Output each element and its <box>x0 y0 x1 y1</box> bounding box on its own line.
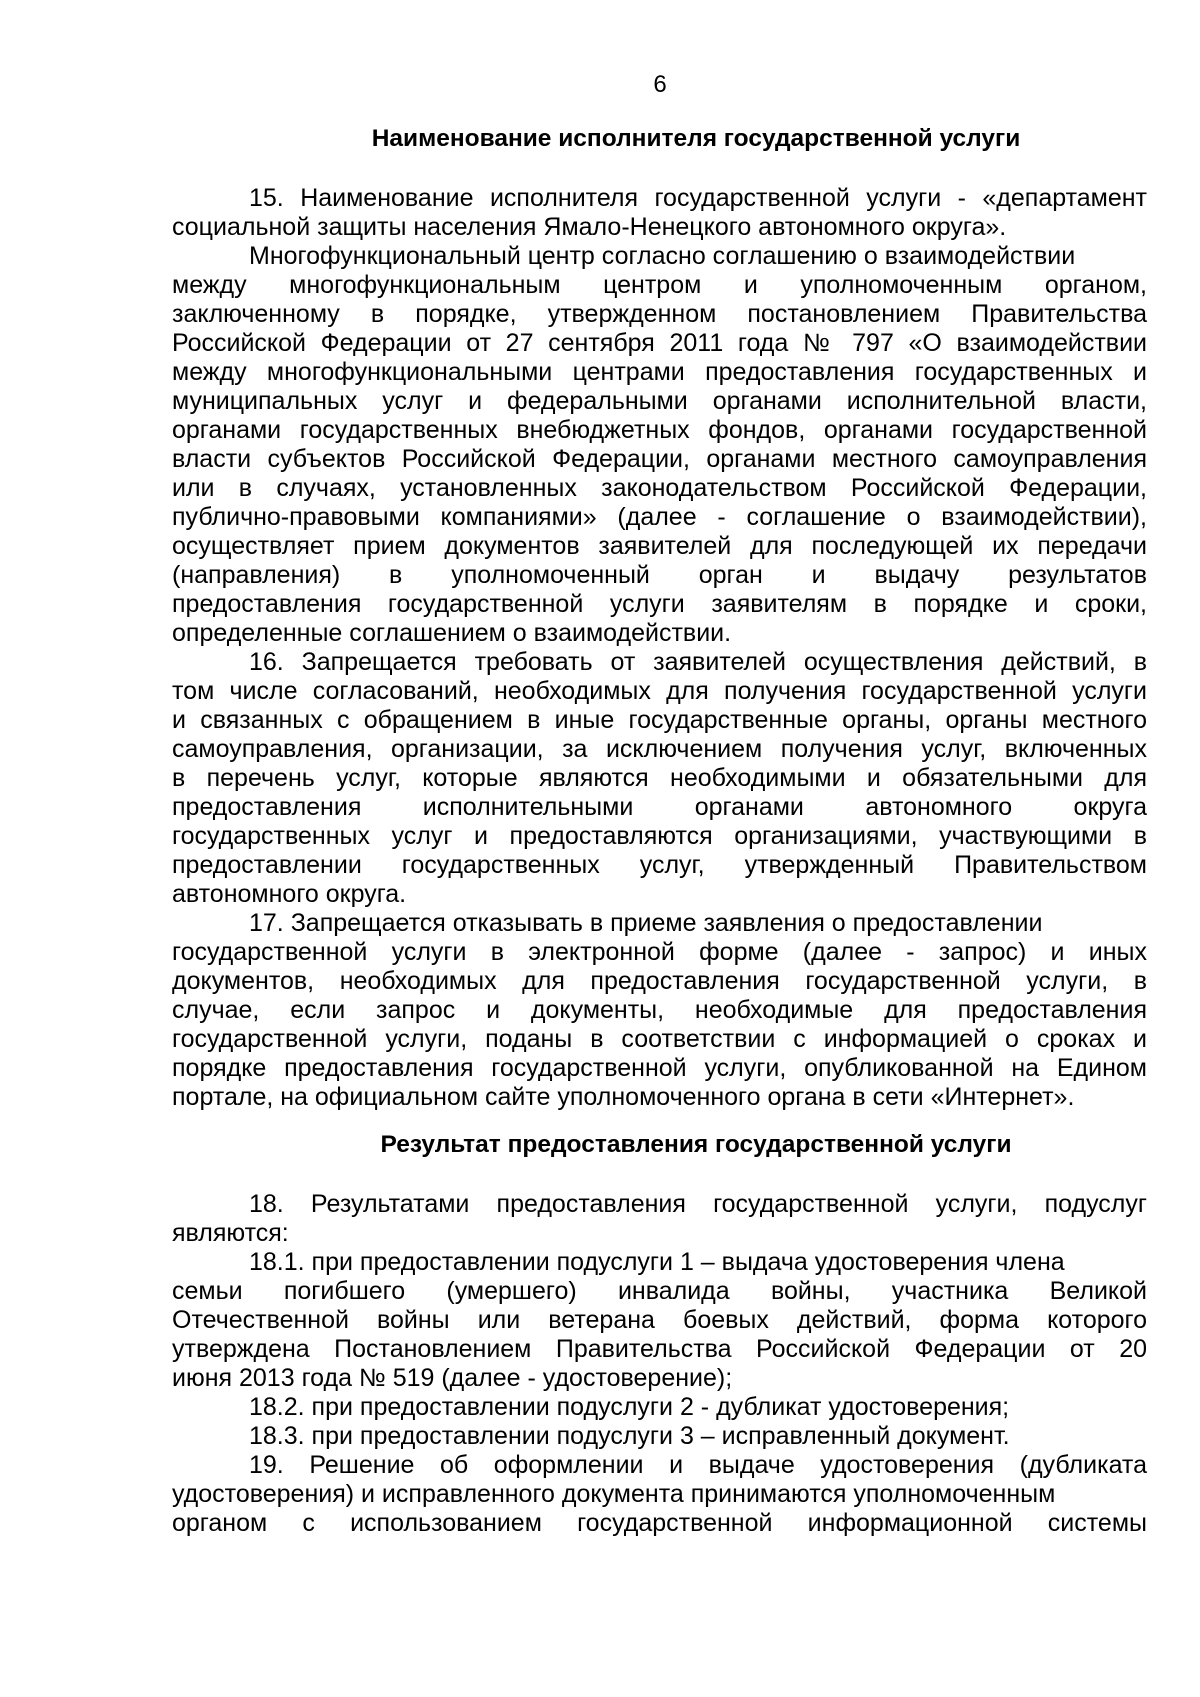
text-line: портале, на официальном сайте уполномоченного органа в сети «Интернет». <box>172 1083 1075 1111</box>
text-line: осуществляет прием документов заявителей для последующей их передачи <box>172 532 1147 560</box>
text-line: в перечень услуг, которые являются необходимыми и обязательными для <box>172 764 1147 792</box>
text-line: (направления) в уполномоченный орган и выдачу результатов <box>172 561 1147 589</box>
text-line: июня 2013 года № 519 (далее - удостоверение); <box>172 1364 733 1392</box>
text-line: автономного округа. <box>172 880 407 908</box>
text-line: заключенному в порядке, утвержденном постановлением Правительства <box>172 300 1147 328</box>
text-line: предоставления исполнительными органами автономного округа <box>172 793 1147 821</box>
text-line: самоуправления, организации, за исключением получения услуг, включенных <box>172 735 1147 763</box>
text-line: Российской Федерации от 27 сентября 2011 года № 797 «О взаимодействии <box>172 329 1147 357</box>
text-line: 19. Решение об оформлении и выдаче удостоверения (дубликата <box>249 1451 1147 1479</box>
text-line: документов, необходимых для предоставления государственной услуги, в <box>172 967 1147 995</box>
text-line: социальной защиты населения Ямало-Ненецкого автономного округа». <box>172 213 1007 241</box>
page-number: 6 <box>653 71 667 98</box>
text-line: и связанных с обращением в иные государственные органы, органы местного <box>172 706 1147 734</box>
text-line: предоставлении государственных услуг, утвержденный Правительством <box>172 851 1147 879</box>
text-line: государственных услуг и предоставляются организациями, участвующими в <box>172 822 1147 850</box>
section-heading-result: Результат предоставления государственной услуги <box>380 1131 1012 1158</box>
text-line: между многофункциональным центром и уполномоченным органом, <box>172 271 1147 299</box>
text-line: между многофункциональными центрами предоставления государственных и <box>172 358 1147 386</box>
text-line: или в случаях, установленных законодательством Российской Федерации, <box>172 474 1147 502</box>
text-line: 18.2. при предоставлении подуслуги 2 - дубликат удостоверения; <box>249 1393 1010 1421</box>
text-line: государственной услуги в электронной форме (далее - запрос) и иных <box>172 938 1147 966</box>
text-line: семьи погибшего (умершего) инвалида войны, участника Великой <box>172 1277 1147 1305</box>
text-line: органом с использованием государственной информационной системы <box>172 1509 1147 1537</box>
text-line: 18. Результатами предоставления государственной услуги, подуслуг <box>249 1190 1147 1218</box>
text-line: публично-правовыми компаниями» (далее - соглашение о взаимодействии), <box>172 503 1147 531</box>
section-body-result <box>172 1190 1147 1538</box>
text-line: 15. Наименование исполнителя государственной услуги - «департамент <box>249 184 1147 212</box>
text-line: утверждена Постановлением Правительства Российской Федерации от 20 <box>172 1335 1147 1363</box>
text-line: том числе согласований, необходимых для получения государственной услуги <box>172 677 1147 705</box>
text-line: предоставления государственной услуги заявителям в порядке и сроки, <box>172 590 1147 618</box>
text-line: 18.1. при предоставлении подуслуги 1 – выдача удостоверения члена <box>249 1248 1065 1276</box>
text-line: порядке предоставления государственной услуги, опубликованной на Едином <box>172 1054 1147 1082</box>
text-line: случае, если запрос и документы, необходимые для предоставления <box>172 996 1147 1024</box>
text-line: власти субъектов Российской Федерации, органами местного самоуправления <box>172 445 1147 473</box>
section-heading-executor: Наименование исполнителя государственной услуги <box>371 125 1021 152</box>
text-line: Многофункциональный центр согласно соглашению о взаимодействии <box>249 242 1076 270</box>
text-line: являются: <box>172 1219 289 1247</box>
text-line: Отечественной войны или ветерана боевых действий, форма которого <box>172 1306 1147 1334</box>
text-line: удостоверения) и исправленного документа принимаются уполномоченным <box>172 1480 1056 1508</box>
text-line: органами государственных внебюджетных фондов, органами государственной <box>172 416 1147 444</box>
text-line: 18.3. при предоставлении подуслуги 3 – исправленный документ. <box>249 1422 1010 1450</box>
text-line: государственной услуги, поданы в соответствии с информацией о сроках и <box>172 1025 1147 1053</box>
text-line: муниципальных услуг и федеральными органами исполнительной власти, <box>172 387 1147 415</box>
section-body-executor <box>172 184 1147 1112</box>
text-line: 16. Запрещается требовать от заявителей осуществления действий, в <box>249 648 1147 676</box>
text-line: 17. Запрещается отказывать в приеме заявления о предоставлении <box>249 909 1043 937</box>
text-line: определенные соглашением о взаимодействии. <box>172 619 732 647</box>
